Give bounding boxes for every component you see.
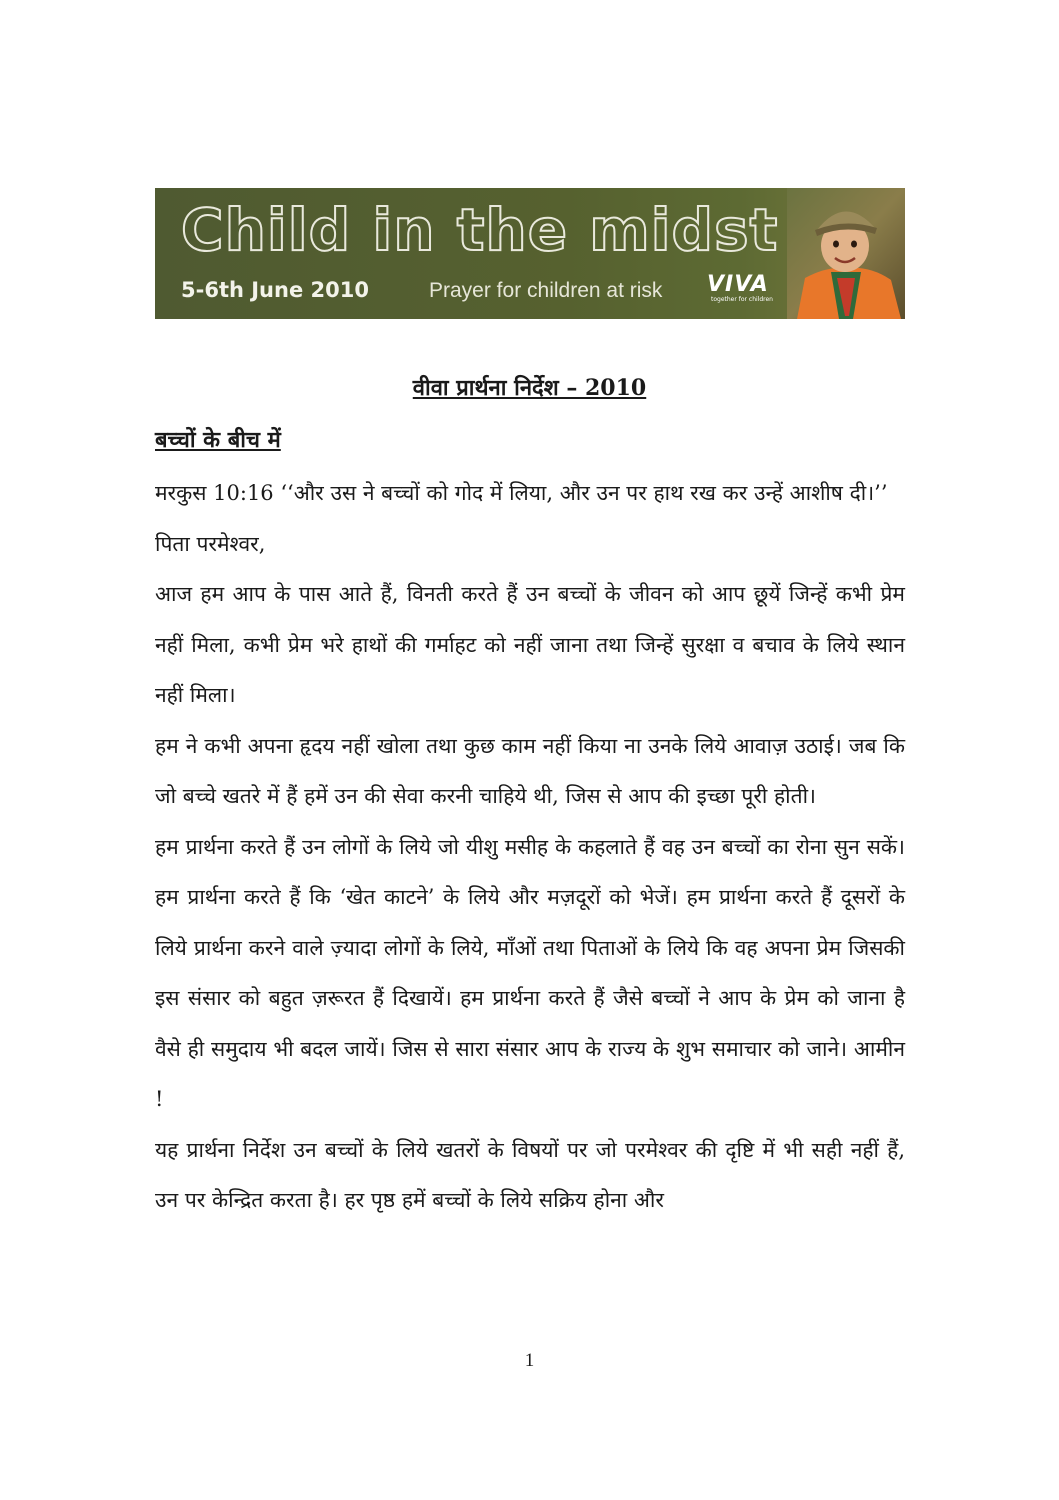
paragraph: यह प्रार्थना निर्देश उन बच्चों के लिये खतरों के विषयों पर जो परमेश्वर की दृष्टि में भी सही नहीं हैं, उन पर केन्द्रित करता है। हर पृष्ठ हमें बच्चों के लिये सक्रिय होना और (155, 1137, 905, 1212)
header-banner (155, 188, 905, 319)
page-number: 1 (524, 1350, 535, 1371)
paragraph-salutation: पिता परमेश्वर, (155, 531, 266, 556)
banner-date: 5-6th June 2010 (181, 278, 369, 302)
viva-logo-tagline: together for children (711, 296, 773, 303)
banner-tagline: Prayer for children at risk (429, 279, 663, 302)
document-title: वीवा प्रार्थना निर्देश – 2010 (412, 375, 647, 401)
section-heading: बच्चों के बीच में (155, 427, 281, 453)
paragraph: हम प्रार्थना करते हैं उन लोगों के लिये जो यीशु मसीह के कहलाते हैं वह उन बच्चों का रोना सुन सकें। हम प्रार्थना करते हैं कि ‘खेत काटने’ के लिये और मज़दूरों को भेजें। हम प्रार्थना करते हैं दूसरों के लिये प्रार्थना करने वाले ज़्यादा लोगों के लिये, माँओं तथा पिताओं के लिये कि वह अपना प्रेम जिसकी इस संसार को बहुत ज़रूरत हैं दिखायें। हम प्रार्थना करते हैं जैसे बच्चों ने आप के प्रेम को जाना है वैसे ही समुदाय भी बदल जायें। जिस से सारा संसार आप के राज्य के शुभ समाचार को जाने। आमीन ! (155, 834, 905, 1111)
viva-logo (707, 274, 779, 308)
body-text (155, 468, 905, 1226)
paragraph-scripture: मरकुस 10:16 ‘‘और उस ने बच्चों को गोद में लिया, और उन पर हाथ रख कर उन्हें आशीष दी।’’ (155, 481, 888, 505)
viva-logo-word: VIVA (707, 272, 769, 297)
child-photo (787, 188, 905, 319)
paragraph: आज हम आप के पास आते हैं, विनती करते हैं उन बच्चों के जीवन को आप छूयें जिन्हें कभी प्रेम नहीं मिला, कभी प्रेम भरे हाथों की गर्माहट को नहीं जाना तथा जिन्हें सुरक्षा व बचाव के लिये स्थान नहीं मिला। (155, 582, 905, 707)
banner-title: Child in the midst (181, 196, 779, 264)
paragraph: हम ने कभी अपना हृदय नहीं खोला तथा कुछ काम नहीं किया ना उनके लिये आवाज़ उठाई। जब कि जो बच्चे खतरे में हैं हमें उन की सेवा करनी चाहिये थी, जिस से आप की इच्छा पूरी होती। (155, 733, 905, 808)
